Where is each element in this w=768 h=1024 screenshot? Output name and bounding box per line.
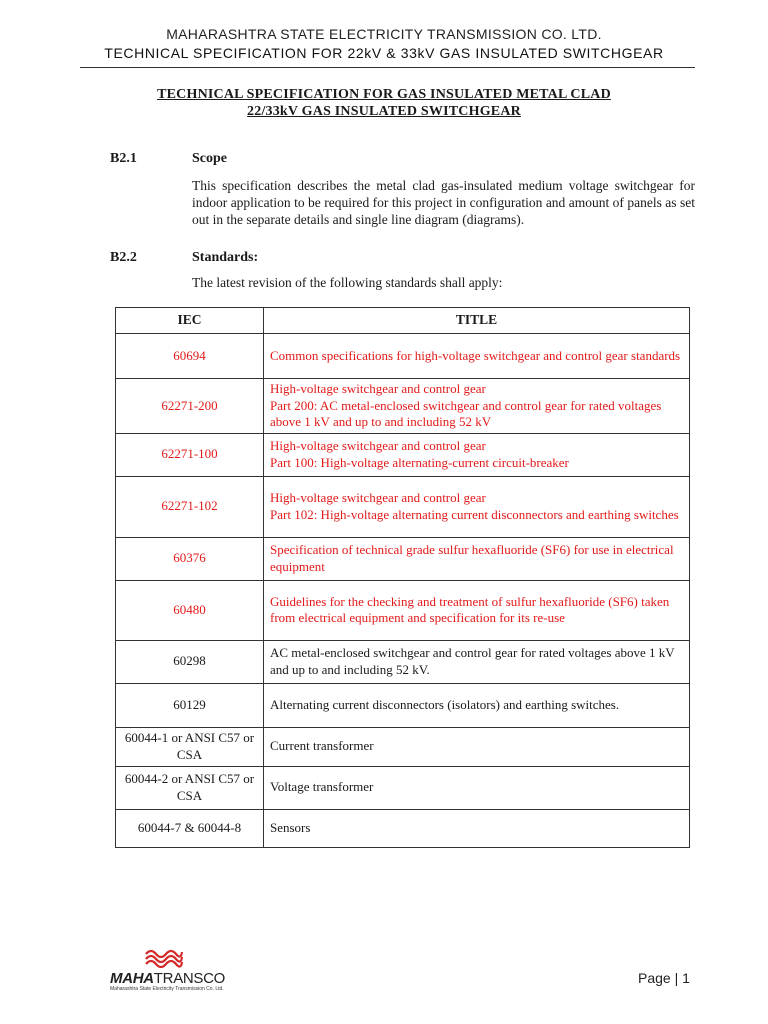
title-cell [264,433,690,476]
table-row [116,766,690,809]
table-row [116,809,690,847]
iec-cell: 60044-2 or ANSI C57 or CSA [116,766,264,809]
section-number-standards: B2.2 [110,250,137,265]
title-line: Part 200: AC metal-enclosed switchgear and control gear for rated voltages above 1 kV and up to and including 52 kV [270,397,662,429]
title-cell: Guidelines for the checking and treatment of sulfur hexafluoride (SF6) taken from electrical equipment and specification for its re-use [264,580,690,640]
logo-wordmark [110,970,225,987]
column-header-iec: IEC [116,308,264,334]
section-text-standards: The latest revision of the following standards shall apply: [192,275,503,290]
title-cell [264,476,690,537]
table-row [116,379,690,434]
mahatransco-logo [110,948,226,993]
document-title [0,86,768,120]
wave-logo-icon [142,948,186,970]
iec-cell: 62271-100 [116,433,264,476]
iec-cell: 62271-200 [116,379,264,434]
header-subtitle: TECHNICAL SPECIFICATION FOR 22kV & 33kV GAS INSULATED SWITCHGEAR [104,45,664,61]
logo-wordmark-bold: MAHA [110,970,154,987]
title-cell: Voltage transformer [264,766,690,809]
section-text-scope: This specification describes the metal clad gas-insulated medium voltage switchgear for indoor application to be required for this project in configuration and amount of panels as set out in the separate details and single line diagram (diagrams). [192,178,695,227]
table-row [116,640,690,683]
title-cell: Sensors [264,809,690,847]
table-row [116,433,690,476]
table-row [116,580,690,640]
document-title-line-2: 22/33kV GAS INSULATED SWITCHGEAR [247,104,521,119]
table-row [116,476,690,537]
title-cell: Specification of technical grade sulfur hexafluoride (SF6) for use in electrical equipment [264,537,690,580]
section-number-scope: B2.1 [110,151,137,166]
iec-cell: 60044-7 & 60044-8 [116,809,264,847]
column-header-title: TITLE [264,308,690,334]
table-row [116,334,690,379]
logo-tagline: Maharashtra State Electricity Transmission Co. Ltd. [110,986,224,992]
title-line: High-voltage switchgear and control gear [270,490,486,505]
standards-table [115,307,690,848]
title-cell: Alternating current disconnectors (isolators) and earthing switches. [264,683,690,727]
iec-cell: 60298 [116,640,264,683]
title-line: High-voltage switchgear and control gear [270,381,486,396]
title-cell [264,379,690,434]
table-header-row [116,308,690,334]
title-cell: AC metal-enclosed switchgear and control gear for rated voltages above 1 kV and up to and including 52 kV. [264,640,690,683]
iec-cell: 60129 [116,683,264,727]
table-row [116,537,690,580]
section-heading-scope: Scope [192,151,227,166]
header-rule [80,67,695,68]
title-line: Part 102: High-voltage alternating current disconnectors and earthing switches [270,506,679,522]
document-title-line-1: TECHNICAL SPECIFICATION FOR GAS INSULATED METAL CLAD [157,87,611,102]
section-heading-standards: Standards: [192,250,259,265]
iec-cell: 60480 [116,580,264,640]
header-company-name: MAHARASHTRA STATE ELECTRICITY TRANSMISSION CO. LTD. [166,26,602,42]
iec-cell: 62271-102 [116,476,264,537]
title-line: Part 100: High-voltage alternating-current circuit-breaker [270,454,569,470]
title-line: High-voltage switchgear and control gear [270,438,486,453]
title-cell: Common specifications for high-voltage switchgear and control gear standards [264,334,690,379]
page-number: Page | 1 [638,970,690,986]
iec-cell: 60694 [116,334,264,379]
title-cell: Current transformer [264,727,690,766]
iec-cell: 60376 [116,537,264,580]
logo-wordmark-rest: TRANSCO [153,970,226,987]
table-row [116,683,690,727]
table-row [116,727,690,766]
iec-cell: 60044-1 or ANSI C57 or CSA [116,727,264,766]
